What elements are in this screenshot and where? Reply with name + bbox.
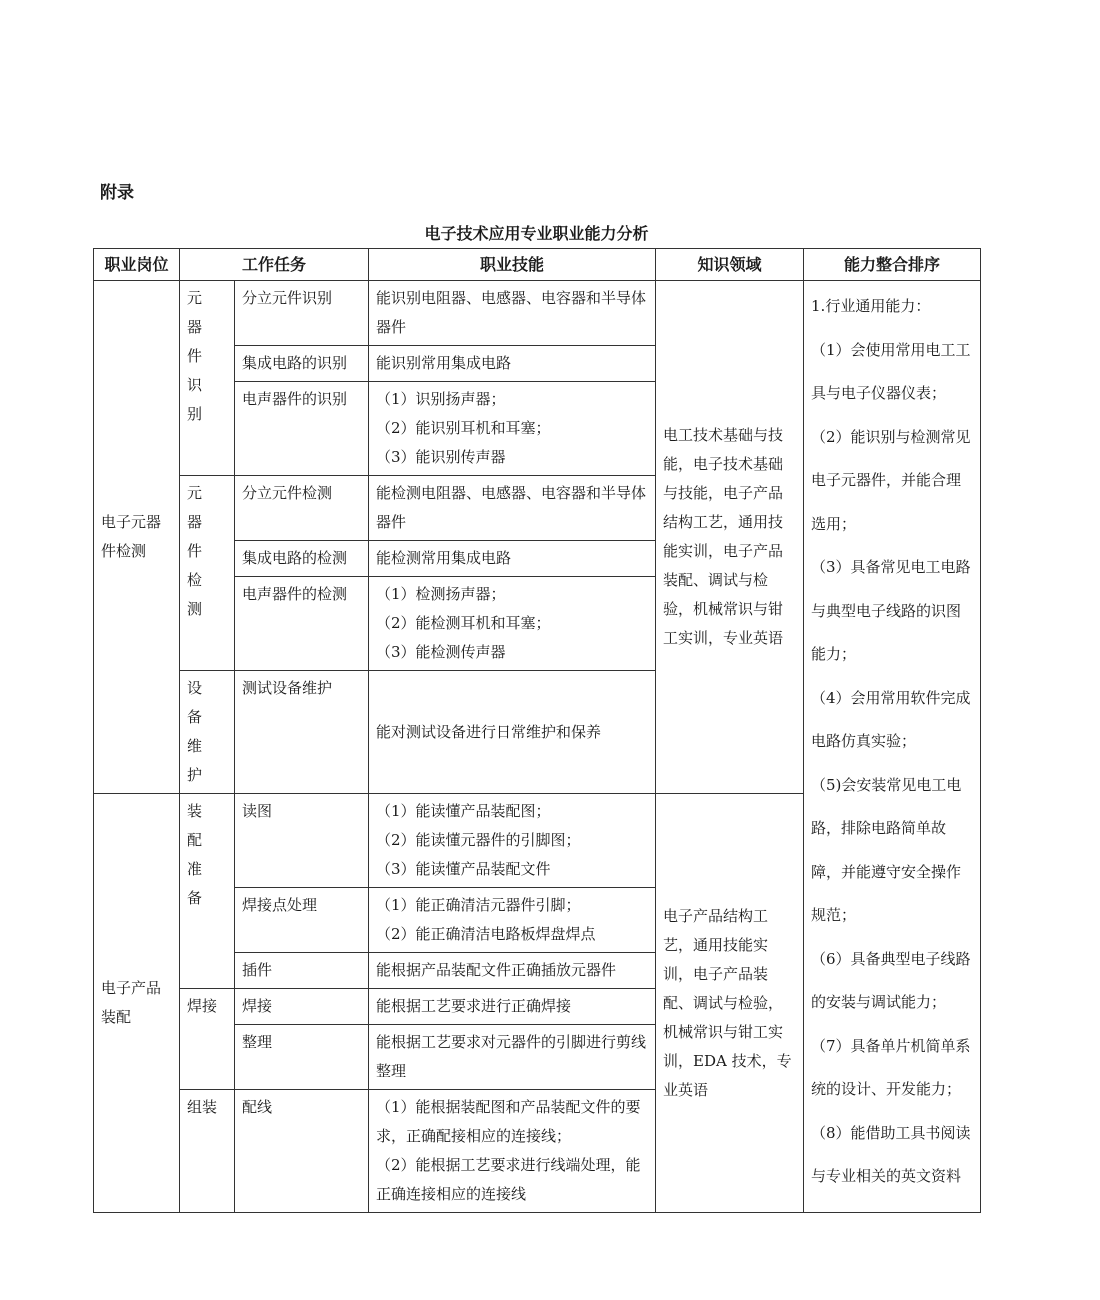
skill-cell [369,794,656,888]
task-cell: 电声器件的检测 [235,577,369,671]
task-cell: 焊接点处理 [235,888,369,953]
task-cell: 电声器件的识别 [235,382,369,476]
ability-table [93,248,981,1213]
skill-line: （3）能读懂产品装配文件 [376,860,551,878]
ranking-cell [804,281,981,1213]
table-row [94,281,981,346]
task-cell: 测试设备维护 [235,671,369,794]
skill-cell [369,888,656,953]
ranking-item: （6）具备典型电子线路的安装与调试能力； [811,949,971,1011]
header-knowledge: 知识领域 [656,249,804,281]
header-ranking: 能力整合排序 [804,249,981,281]
position-cell: 电子元器件检测 [94,281,180,794]
knowledge-cell: 电工技术基础与技能，电子技术基础与技能，电子产品结构工艺，通用技能实训，电子产品装配、调试与检验，机械常识与钳工实训，专业英语 [656,281,804,794]
category-cell: 焊接 [180,989,235,1090]
skill-cell: 能检测常用集成电路 [369,541,656,577]
skill-line: （3）能检测传声器 [376,643,506,661]
header-row [94,249,981,281]
skill-line: （1）能根据装配图和产品装配文件的要求，正确配接相应的连接线； [376,1098,641,1145]
ranking-heading: 1.行业通用能力： [811,297,931,315]
skill-cell [369,1090,656,1213]
header-task: 工作任务 [180,249,369,281]
skill-line: （1）检测扬声器； [376,585,506,603]
ranking-item: （2）能识别与检测常见电子元器件，并能合理选用； [811,427,971,533]
skill-cell: 能检测电阻器、电感器、电容器和半导体器件 [369,476,656,541]
skill-line: （2）能正确清洁电路板焊盘焊点 [376,925,596,943]
category-cell: 组装 [180,1090,235,1213]
ranking-item: （4）会用常用软件完成电路仿真实验； [811,688,971,750]
skill-cell: 能根据工艺要求对元器件的引脚进行剪线整理 [369,1025,656,1090]
skill-line: （1）识别扬声器； [376,390,506,408]
task-cell: 集成电路的检测 [235,541,369,577]
skill-cell [369,577,656,671]
category-cell: 设 备 维护 [180,671,235,794]
task-cell: 分立元件检测 [235,476,369,541]
skill-line: （2）能检测耳机和耳塞； [376,614,551,632]
skill-cell: 能识别电阻器、电感器、电容器和半导体器件 [369,281,656,346]
task-cell: 焊接 [235,989,369,1025]
ranking-item: （1）会使用常用电工工具与电子仪器仪表； [811,340,971,402]
skill-cell: 能根据产品装配文件正确插放元器件 [369,953,656,989]
ranking-item: （7）具备单片机简单系统的设计、开发能力； [811,1036,971,1098]
position-cell: 电子产品装配 [94,794,180,1213]
task-cell: 配线 [235,1090,369,1213]
category-cell: 装 配 准备 [180,794,235,989]
skill-cell: 能对测试设备进行日常维护和保养 [369,671,656,794]
header-skill: 职业技能 [369,249,656,281]
page-title: 电子技术应用专业职业能力分析 [424,224,649,243]
skill-cell: 能识别常用集成电路 [369,346,656,382]
ranking-item: （5)会安装常见电工电路，排除电路简单故障，并能遵守安全操作规范； [811,775,962,924]
skill-line: （1）能读懂产品装配图； [376,802,551,820]
task-cell: 插件 [235,953,369,989]
header-position: 职业岗位 [94,249,180,281]
task-cell: 整理 [235,1025,369,1090]
appendix-label: 附录 [100,183,134,203]
task-cell: 读图 [235,794,369,888]
skill-cell: 能根据工艺要求进行正确焊接 [369,989,656,1025]
ranking-item: （8）能借助工具书阅读与专业相关的英文资料 [811,1123,971,1185]
ranking-item: （3）具备常见电工电路与典型电子线路的识图能力； [811,558,971,663]
skill-cell [369,382,656,476]
skill-line: （2）能根据工艺要求进行线端处理，能正确连接相应的连接线 [376,1156,641,1203]
task-cell: 分立元件识别 [235,281,369,346]
skill-line: （1）能正确清洁元器件引脚； [376,896,581,914]
skill-line: （3）能识别传声器 [376,448,506,466]
skill-line: （2）能读懂元器件的引脚图； [376,831,581,849]
knowledge-cell: 电子产品结构工艺，通用技能实训，电子产品装配、调试与检验，机械常识与钳工实训，EDA 技术，专业英语 [656,794,804,1213]
category-cell: 元 器 件 检 测 [180,476,235,671]
task-cell: 集成电路的识别 [235,346,369,382]
category-cell: 元 器 件 识 别 [180,281,235,476]
skill-line: （2）能识别耳机和耳塞； [376,419,551,437]
